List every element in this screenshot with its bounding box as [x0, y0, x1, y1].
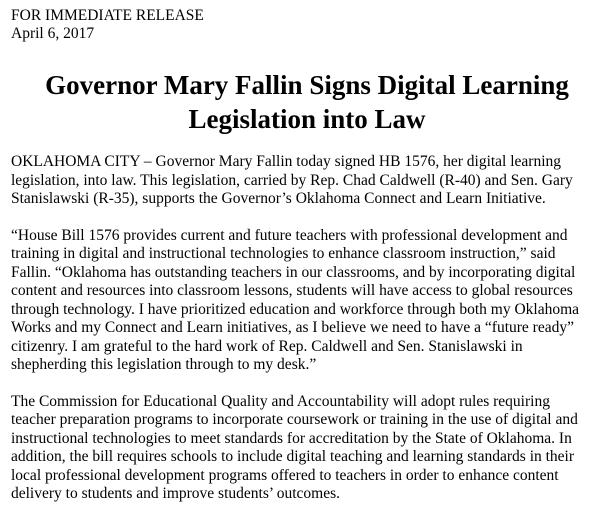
paragraph-line: local professional development programs offered to teachers in order to enhance content [11, 466, 559, 484]
release-label: FOR IMMEDIATE RELEASE [11, 7, 204, 24]
release-header [11, 7, 603, 43]
commission-paragraph [11, 393, 603, 504]
paragraph-line: Stanislawski (R-35), supports the Governor’s Oklahoma Connect and Learn Initiative. [11, 190, 546, 207]
press-release-title [11, 68, 603, 136]
paragraph-line: “House Bill 1576 provides current and future teachers with professional development and [11, 226, 568, 244]
paragraph-line: delivery to students and improve students’ outcomes. [11, 485, 341, 502]
paragraph-line: addition, the bill requires schools to include digital teaching and learning standards in their [11, 448, 575, 465]
paragraph-line: legislation, into law. This legislation, carried by Rep. Chad Caldwell (R-40) and Sen. Gary [11, 171, 573, 189]
paragraph-line: through technology. I have prioritized education and workforce through both my Oklahoma [11, 300, 580, 318]
title-line: Legislation into Law [188, 104, 426, 134]
paragraph-line: instructional technologies to meet standards for accreditation by the State of Oklahoma. In [11, 429, 572, 447]
release-date: April 6, 2017 [11, 25, 95, 42]
paragraph-line: The Commission for Educational Quality and Accountability will adopt rules requiring [11, 392, 550, 410]
paragraph-line: citizenry. I am grateful to the hard work of Rep. Caldwell and Sen. Stanislawski in [11, 337, 523, 355]
title-line: Governor Mary Fallin Signs Digital Learning [45, 70, 569, 100]
paragraph-line: training in digital and instructional technologies to enhance classroom instruction,” said [11, 245, 556, 262]
press-release-document [11, 7, 603, 504]
quote-paragraph [11, 227, 603, 375]
paragraph-line: content and resources into classroom lessons, students will have access to global resources [11, 282, 573, 299]
intro-paragraph [11, 153, 603, 209]
paragraph-line: shepherding this legislation through to my desk.” [11, 356, 317, 373]
paragraph-line: teacher preparation programs to incorporate coursework or training in the use of digital and [11, 411, 578, 428]
paragraph-line: Fallin. “Oklahoma has outstanding teachers in our classrooms, and by incorporating digital [11, 263, 576, 281]
paragraph-line: Works and my Connect and Learn initiatives, as I believe we need to have a “future ready” [11, 319, 574, 336]
paragraph-line: OKLAHOMA CITY – Governor Mary Fallin today signed HB 1576, her digital learning [11, 153, 562, 170]
